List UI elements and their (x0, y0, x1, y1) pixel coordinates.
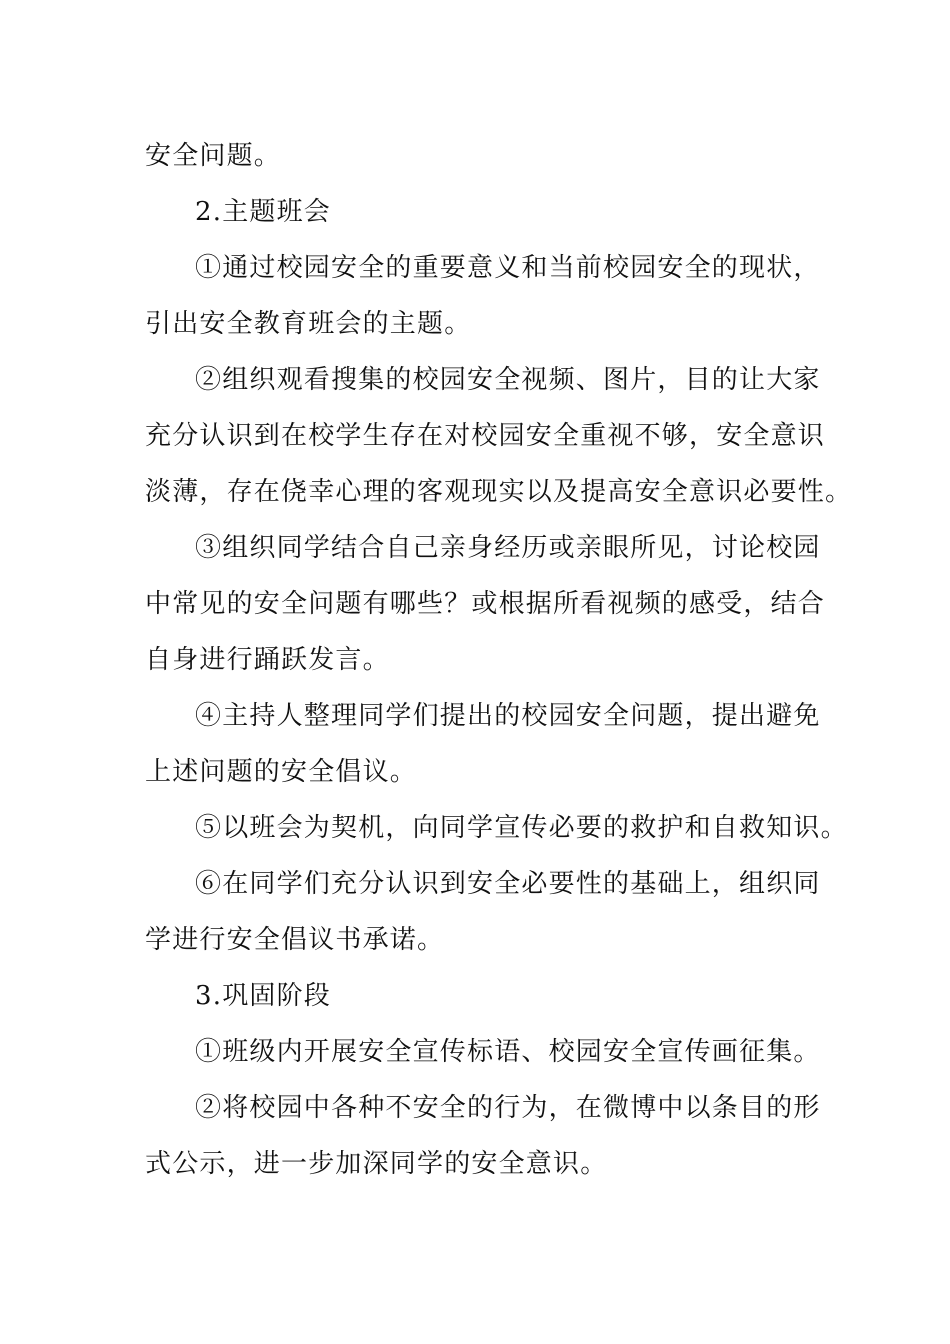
text-line: 自身进行踊跃发言。 (145, 645, 390, 675)
document-body (145, 128, 853, 1192)
text-line: 学进行安全倡议书承诺。 (145, 925, 445, 955)
text-line: 淡薄，存在侥幸心理的客观现实以及提高安全意识必要性。 (145, 477, 853, 507)
text-line: 引出安全教育班会的主题。 (145, 309, 472, 339)
text-line: ⑥在同学们充分认识到安全必要性的基础上，组织同 (195, 869, 821, 899)
text-line: 式公示，进一步加深同学的安全意识。 (145, 1149, 608, 1179)
text-line: 上述问题的安全倡议。 (145, 757, 418, 787)
text-line: ③组织同学结合自己亲身经历或亲眼所见，讨论校园 (195, 533, 821, 563)
text-line: ⑤以班会为契机，向同学宣传必要的救护和自救知识。 (195, 813, 848, 843)
text-line: ①班级内开展安全宣传标语、校园安全宣传画征集。 (195, 1037, 821, 1067)
text-line: ④主持人整理同学们提出的校园安全问题，提出避免 (195, 701, 821, 731)
text-line: ①通过校园安全的重要意义和当前校园安全的现状， (195, 253, 821, 283)
text-line: 中常见的安全问题有哪些？或根据所看视频的感受，结合 (145, 589, 826, 619)
section-heading: 2.主题班会 (195, 197, 332, 227)
text-line: 安全问题。 (145, 141, 282, 171)
text-line: ②将校园中各种不安全的行为，在微博中以条目的形 (195, 1093, 821, 1123)
section-heading: 3.巩固阶段 (195, 981, 332, 1011)
text-line: 充分认识到在校学生存在对校园安全重视不够，安全意识 (145, 421, 826, 451)
text-line: ②组织观看搜集的校园安全视频、图片，目的让大家 (195, 365, 821, 395)
